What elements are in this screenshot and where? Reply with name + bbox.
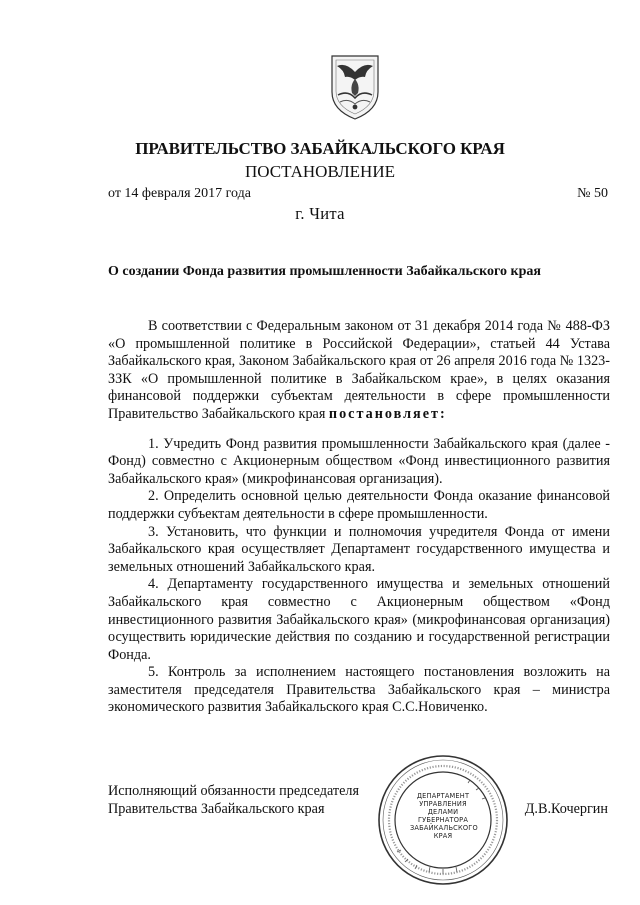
stamp-line-2: УПРАВЛЕНИЯ <box>419 800 467 808</box>
stamp-line-3: ДЕЛАМИ <box>427 808 459 816</box>
resolution-item-4: 4. Департаменту государственного имущества и земельных отношений Забайкальского края совместно с Акционерным обществом «Фонд инвестиционного развития Забайкальского края» (микрофинансовая организация) осуществить юридические действия по созданию и государственной регистрации Фонда. <box>108 576 610 663</box>
coat-of-arms-emblem <box>326 52 384 122</box>
official-stamp <box>375 752 511 888</box>
stamp-center-text <box>410 792 476 840</box>
stamp-line-6: КРАЯ <box>433 832 453 840</box>
decree-word: постановляет: <box>328 405 447 422</box>
signer-position-line2: Правительства Забайкальского края <box>108 800 325 817</box>
signer-position <box>108 783 378 818</box>
resolution-item-3: 3. Установить, что функции и полномочия учредителя Фонда от имени Забайкальского края осуществляет Департамент государственного имущества и земельных отношений Забайкальского края. <box>108 523 610 575</box>
signer-name: Д.В.Кочергин <box>524 801 608 817</box>
document-type: ПОСТАНОВЛЕНИЕ <box>244 162 395 181</box>
document-subject: О создании Фонда развития промышленности Забайкальского края <box>108 264 541 279</box>
signer-position-line1: Исполняющий обязанности председателя <box>108 783 359 799</box>
resolution-item-2: 2. Определить основной целью деятельности Фонда оказание финансовой поддержки субъектам деятельности в сфере промышленности. <box>108 488 610 522</box>
document-city: г. Чита <box>295 204 345 223</box>
resolution-item-5: 5. Контроль за исполнением настоящего постановления возложить на заместителя председателя Правительства Забайкальского края – министра экономического развития Забайкальского края С.С.Новиченко. <box>108 664 610 716</box>
stamp-line-1: ДЕПАРТАМЕНТ <box>416 792 470 800</box>
government-title: ПРАВИТЕЛЬСТВО ЗАБАЙКАЛЬСКОГО КРАЯ <box>135 139 505 158</box>
document-number: № 50 <box>577 186 608 201</box>
stamp-line-4: ГУБЕРНАТОРА <box>417 816 469 824</box>
resolution-item-1: 1. Учредить Фонд развития промышленности Забайкальского края (далее - Фонд) совместно с Акционерным обществом «Фонд инвестиционного развития Забайкальского края» (микрофинансовая организация). <box>108 435 610 487</box>
document-date: от 14 февраля 2017 года <box>108 186 251 201</box>
document-body <box>108 318 610 717</box>
stamp-line-5: ЗАБАЙКАЛЬСКОГО <box>410 824 478 832</box>
preamble-text: В соответствии с Федеральным законом от 31 декабря 2014 года № 488-ФЗ «О промышленной политике в Российской Федерации», статьей 44 Устава Забайкальского края, Законом Забайкальского края от 26 апреля 2016 года № 1323-ЗЗК «О промышленной политике в Забайкальском крае», в целях оказания финансовой поддержки субъектам деятельности в сфере промышленности Правительство Забайкальского края <box>108 318 610 422</box>
preamble-paragraph <box>108 318 610 424</box>
